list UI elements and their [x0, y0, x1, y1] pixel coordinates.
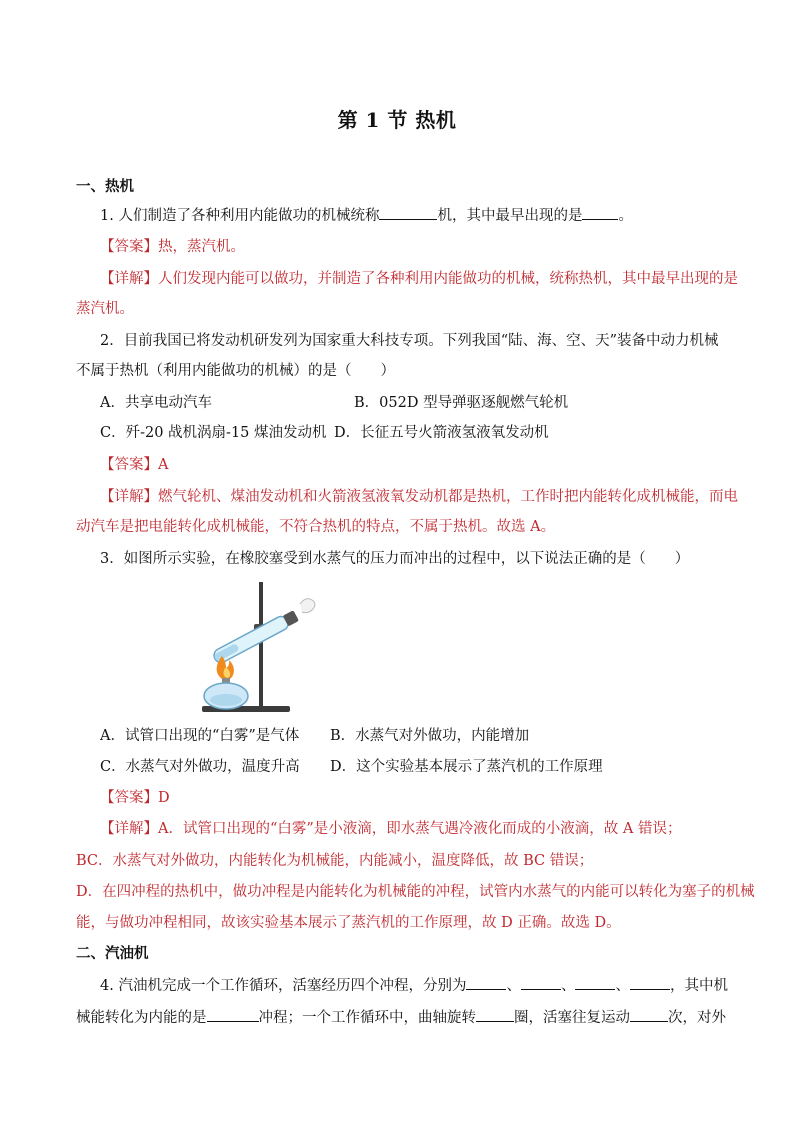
q3-option-a: A．试管口出现的“白雾”是气体 [100, 728, 300, 744]
detail-text: A．试管口出现的“白雾”是小液滴，即水蒸气遇冷液化而成的小液滴，故 A 错误； [158, 821, 682, 837]
question-2-line-1: 2．目前我国已将发动机研发列为国家重大科技专项。下列我国“陆、海、空、天”装备中动力机械 [100, 333, 719, 349]
question-4-line-1 [100, 974, 726, 997]
q3-detail-line-2: BC．水蒸气对外做功，内能转化为机械能，内能减小，温度降低，故 BC 错误； [76, 853, 594, 869]
q4-text-f: 次，对外 [668, 1010, 726, 1026]
answer-blank [466, 974, 506, 990]
detail-text: 燃气轮机、煤油发动机和火箭液氢液氧发动机都是热机，工作时把内能转化成机械能，而电 [158, 489, 738, 505]
q2-option-b: B．052D 型导弹驱逐舰燃气轮机 [354, 395, 569, 411]
stand-rod [259, 582, 263, 708]
answer-text: A [158, 457, 169, 473]
answer-tag: 【答案】 [100, 790, 158, 806]
q3-answer [100, 787, 726, 809]
answer-tag: 【答案】 [100, 457, 158, 473]
detail-tag: 【详解】 [100, 271, 158, 287]
question-4-line-2 [76, 1006, 726, 1029]
q4-text-e: 圈，活塞往复运动 [514, 1010, 630, 1026]
q1-detail-line-1 [100, 268, 738, 290]
section-heading-heat-engine: 一、热机 [76, 178, 134, 195]
question-3-line-1: 3．如图所示实验，在橡胶塞受到水蒸气的压力而冲出的过程中，以下说法正确的是（ ） [100, 551, 690, 567]
steam-puff [300, 599, 315, 613]
q4-text-c: 械能转化为内能的是 [76, 1010, 207, 1026]
q1-answer [100, 236, 726, 258]
q1-text-b: 机，其中最早出现的是 [437, 208, 583, 224]
q3-detail-line-4: 能，与做功冲程相同，故该实验基本展示了蒸汽机的工作原理，故 D 正确。故选 D。 [76, 915, 621, 931]
detail-tag: 【详解】 [100, 489, 158, 505]
q1-text-c: 。 [618, 208, 633, 224]
q2-option-c: C．歼-20 战机涡扇-15 煤油发动机 [100, 425, 327, 441]
answer-blank [575, 974, 615, 990]
detail-text: 人们发现内能可以做功，并制造了各种利用内能做功的机械，统称热机，其中最早出现的是 [158, 271, 738, 287]
answer-blank [207, 1006, 259, 1022]
q3-option-c: C．水蒸气对外做功，温度升高 [100, 759, 300, 775]
q4-text-d: 冲程；一个工作循环中，曲轴旋转 [258, 1010, 476, 1026]
answer-blank [521, 974, 561, 990]
q4-separator: 、 [615, 978, 630, 994]
q2-answer [100, 454, 726, 476]
q3-detail-line-3: D．在四冲程的热机中，做功冲程是内能转化为机械能的冲程，试管内水蒸气的内能可以转化为塞子的机械 [76, 884, 755, 900]
q1-text-a: 1. 人们制造了各种利用内能做功的机械统称 [100, 208, 380, 224]
q3-option-d: D．这个实验基本展示了蒸汽机的工作原理 [330, 759, 603, 775]
q2-option-d: D．长征五号火箭液氢液氧发动机 [334, 425, 549, 441]
q4-separator: 、 [506, 978, 521, 994]
answer-blank [476, 1006, 514, 1022]
detail-tag: 【详解】 [100, 821, 158, 837]
q4-text-a: 4. 汽油机完成一个工作循环，活塞经历四个冲程，分别为 [100, 978, 467, 994]
test-tube [212, 609, 300, 665]
answer-blank [582, 204, 618, 220]
answer-blank [630, 1006, 668, 1022]
experiment-figure [196, 578, 326, 718]
question-2-line-2: 不属于热机（利用内能做功的机械）的是（ ） [76, 363, 395, 379]
q3-option-b: B．水蒸气对外做功，内能增加 [330, 728, 530, 744]
answer-blank [379, 204, 437, 220]
q4-text-b: ，其中机 [669, 978, 728, 994]
answer-blank [630, 974, 670, 990]
q2-detail-line-2: 动汽车是把电能转化成机械能，不符合热机的特点，不属于热机。故选 A。 [76, 519, 556, 535]
question-1 [100, 204, 726, 227]
section-heading-gasoline-engine: 二、汽油机 [76, 945, 149, 962]
q4-separator: 、 [560, 978, 576, 994]
q2-detail-line-1 [100, 486, 738, 508]
page-title: 第 1 节 热机 [337, 108, 457, 132]
q3-detail-line-1 [100, 818, 726, 840]
answer-tag: 【答案】 [100, 239, 158, 255]
answer-text: D [158, 790, 170, 806]
q2-option-a: A．共享电动汽车 [100, 395, 212, 411]
answer-text: 热，蒸汽机。 [158, 239, 245, 255]
q1-detail-line-2: 蒸汽机。 [76, 301, 134, 317]
